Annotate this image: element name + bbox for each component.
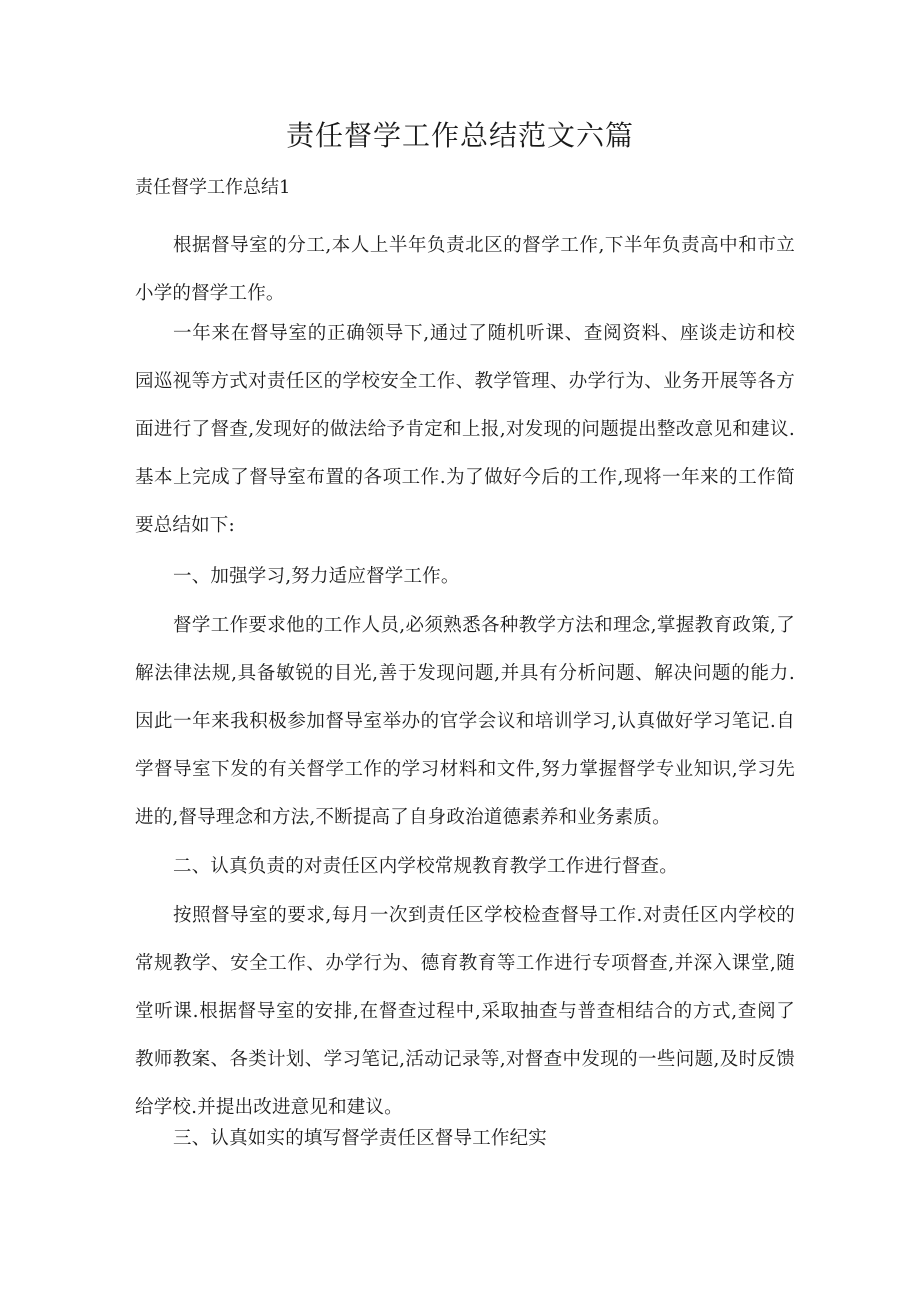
paragraph-study: 督学工作要求他的工作人员,必须熟悉各种教学方法和理念,掌握教育政策,了解法律法规,具备敏锐的目光,善于发现问题,并具有分析问题、解决问题的能力.因此一年来我积极参加督导室举办的官学会议和培训学习,认真做好学习笔记.自学督导室下发的有关督学工作的学习材料和文件,努力掌握督学专业知识,学习先进的,督导理念和方法,不断提高了自身政治道德素养和业务素质。 xyxy=(135,615,795,828)
document-title: 责任督学工作总结范文六篇 xyxy=(285,119,634,152)
paragraph-year-overview: 一年来在督导室的正确领导下,通过了随机听课、查阅资料、座谈走访和校园巡视等方式对责任区的学校安全工作、教学管理、办学行为、业务开展等各方面进行了督查,发现好的做法给予肯定和上报,对发现的问题提出整改意见和建议.基本上完成了督导室布置的各项工作.为了做好今后的工作,现将一年来的工作简要总结如下: xyxy=(135,323,795,536)
document-subtitle: 责任督学工作总结1 xyxy=(135,177,291,198)
section-heading-1: 一、加强学习,努力适应督学工作。 xyxy=(173,566,460,587)
section-heading-2: 二、认真负责的对责任区内学校常规教育教学工作进行督查。 xyxy=(173,856,678,877)
paragraph-division-of-work: 根据督导室的分工,本人上半年负责北区的督学工作,下半年负责高中和市立小学的督学工作。 xyxy=(135,235,795,304)
paragraph-inspection: 按照督导室的要求,每月一次到责任区学校检查督导工作.对责任区内学校的常规教学、安全工作、办学行为、德育教育等工作进行专项督查,并深入课堂,随堂听课.根据督导室的安排,在督查过程中,采取抽查与普查相结合的方式,查阅了教师教案、各类计划、学习笔记,活动记录等,对督查中发现的一些问题,及时反馈给学校.并提出改进意见和建议。 xyxy=(135,905,795,1118)
section-heading-3: 三、认真如实的填写督学责任区督导工作纪实 xyxy=(173,1128,548,1149)
